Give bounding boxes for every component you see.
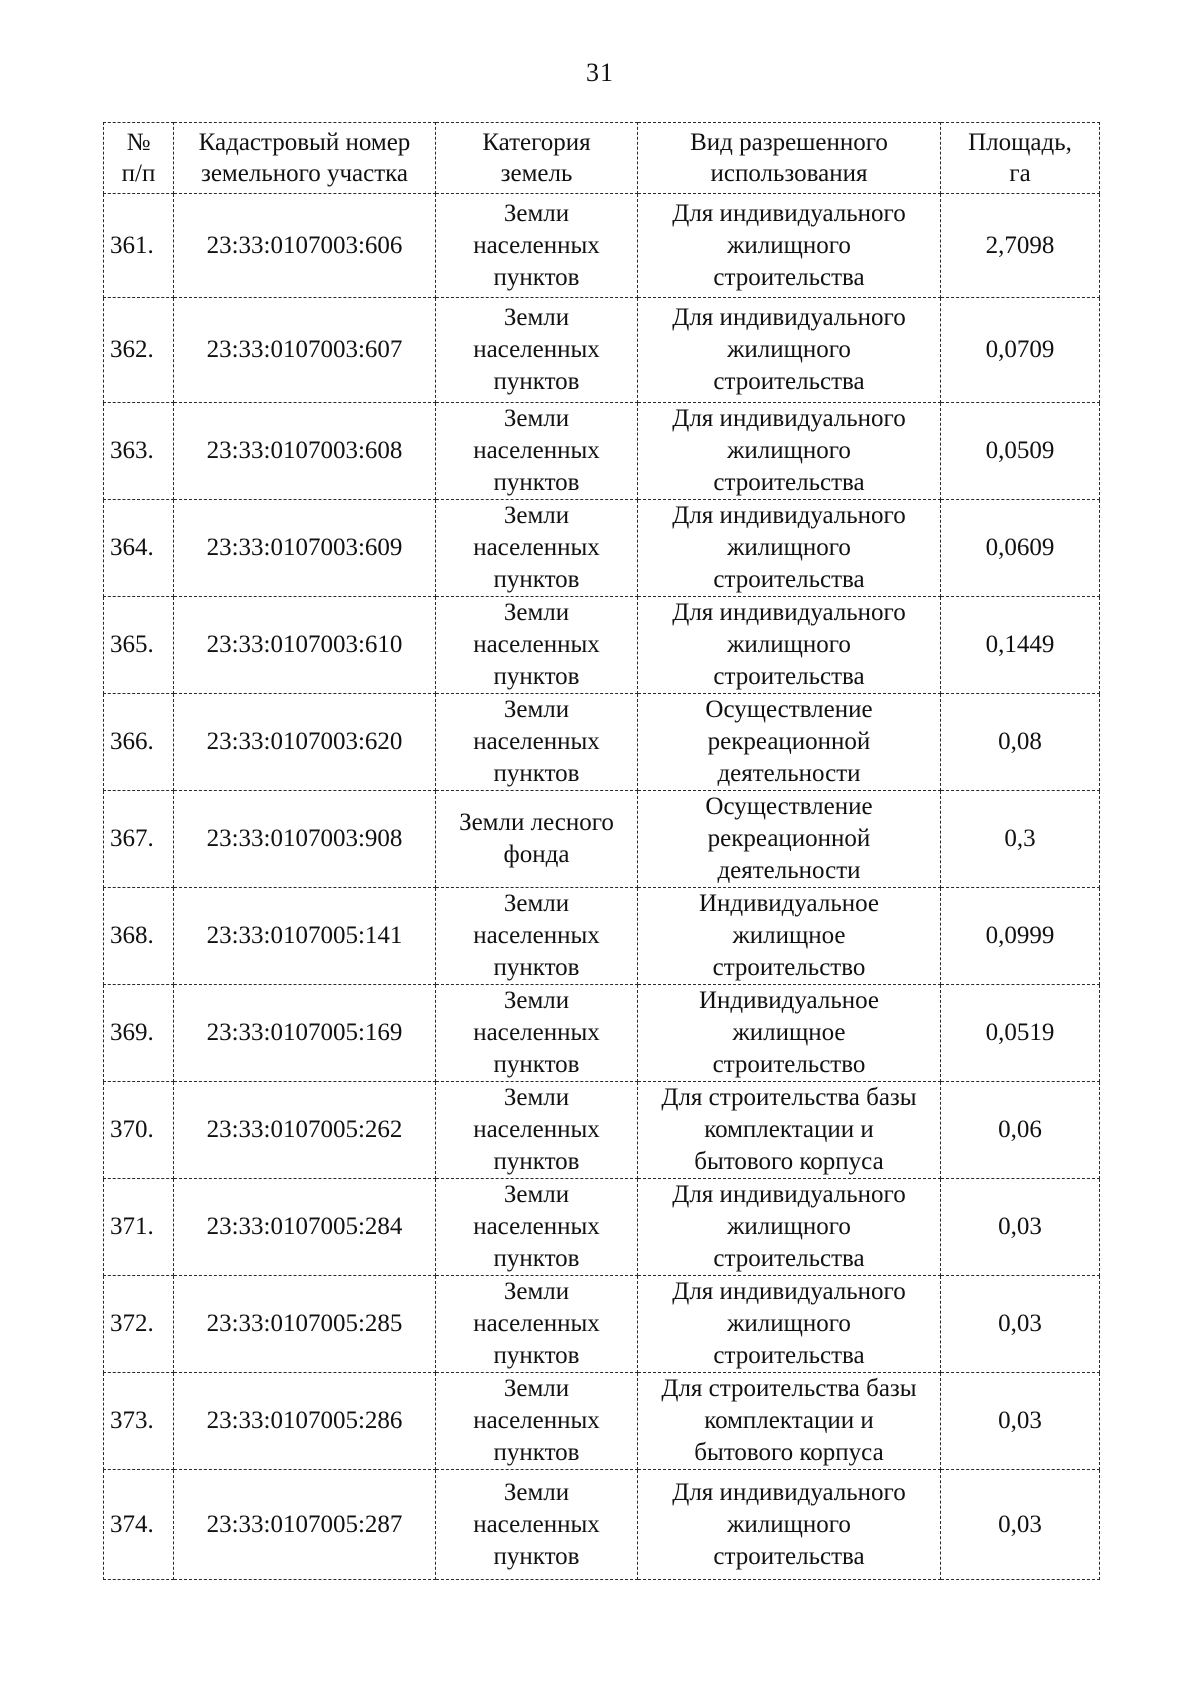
permitted-use: Для индивидуального жилищного строительства — [638, 1276, 941, 1373]
permitted-use: Для индивидуального жилищного строительства — [638, 1470, 941, 1580]
header-area: Площадь, га — [941, 123, 1100, 194]
land-category: Земли населенных пунктов — [436, 1179, 638, 1276]
row-number: 361. — [104, 194, 174, 298]
land-category: Земли населенных пунктов — [436, 1373, 638, 1470]
cadastral-number: 23:33:0107005:287 — [174, 1470, 436, 1580]
land-category: Земли населенных пунктов — [436, 985, 638, 1082]
land-category: Земли населенных пунктов — [436, 194, 638, 298]
row-number: 374. — [104, 1470, 174, 1580]
permitted-use: Для индивидуального жилищного строительства — [638, 500, 941, 597]
permitted-use: Для строительства базы комплектации и бытового корпуса — [638, 1373, 941, 1470]
land-category: Земли лесного фонда — [436, 791, 638, 888]
permitted-use: Индивидуальное жилищное строительство — [638, 888, 941, 985]
permitted-use: Для индивидуального жилищного строительства — [638, 403, 941, 500]
table-row — [104, 694, 1100, 791]
cadastral-number: 23:33:0107003:620 — [174, 694, 436, 791]
area-value: 0,0509 — [941, 403, 1100, 500]
table-row — [104, 791, 1100, 888]
area-value: 0,3 — [941, 791, 1100, 888]
header-num: № п/п — [104, 123, 174, 194]
row-number: 363. — [104, 403, 174, 500]
area-value: 0,1449 — [941, 597, 1100, 694]
cadastral-number: 23:33:0107005:284 — [174, 1179, 436, 1276]
table-row — [104, 298, 1100, 403]
table-header-row — [104, 123, 1100, 194]
area-value: 0,06 — [941, 1082, 1100, 1179]
row-number: 362. — [104, 298, 174, 403]
permitted-use: Для индивидуального жилищного строительства — [638, 597, 941, 694]
row-number: 364. — [104, 500, 174, 597]
area-value: 0,0999 — [941, 888, 1100, 985]
land-category: Земли населенных пунктов — [436, 597, 638, 694]
permitted-use: Осуществление рекреационной деятельности — [638, 694, 941, 791]
table-row — [104, 1373, 1100, 1470]
row-number: 367. — [104, 791, 174, 888]
cadastral-number: 23:33:0107003:908 — [174, 791, 436, 888]
land-category: Земли населенных пунктов — [436, 1276, 638, 1373]
table-row — [104, 194, 1100, 298]
area-value: 0,0519 — [941, 985, 1100, 1082]
cadastral-number: 23:33:0107005:262 — [174, 1082, 436, 1179]
table-row — [104, 888, 1100, 985]
area-value: 0,0709 — [941, 298, 1100, 403]
header-land-category: Категория земель — [436, 123, 638, 194]
permitted-use: Индивидуальное жилищное строительство — [638, 985, 941, 1082]
row-number: 369. — [104, 985, 174, 1082]
cadastral-number: 23:33:0107003:609 — [174, 500, 436, 597]
land-category: Земли населенных пунктов — [436, 888, 638, 985]
land-category: Земли населенных пунктов — [436, 298, 638, 403]
table-row — [104, 403, 1100, 500]
table-row — [104, 1082, 1100, 1179]
cadastral-number: 23:33:0107005:141 — [174, 888, 436, 985]
permitted-use: Для индивидуального жилищного строительства — [638, 194, 941, 298]
land-category: Земли населенных пунктов — [436, 694, 638, 791]
row-number: 365. — [104, 597, 174, 694]
permitted-use: Для индивидуального жилищного строительства — [638, 298, 941, 403]
permitted-use: Для индивидуального жилищного строительства — [638, 1179, 941, 1276]
cadastral-number: 23:33:0107005:286 — [174, 1373, 436, 1470]
land-category: Земли населенных пунктов — [436, 403, 638, 500]
table-body — [104, 194, 1100, 1580]
row-number: 371. — [104, 1179, 174, 1276]
permitted-use: Осуществление рекреационной деятельности — [638, 791, 941, 888]
cadastral-number: 23:33:0107005:285 — [174, 1276, 436, 1373]
cadastral-number: 23:33:0107003:610 — [174, 597, 436, 694]
area-value: 0,03 — [941, 1373, 1100, 1470]
land-category: Земли населенных пунктов — [436, 500, 638, 597]
row-number: 366. — [104, 694, 174, 791]
table-row — [104, 597, 1100, 694]
row-number: 373. — [104, 1373, 174, 1470]
table-row — [104, 1276, 1100, 1373]
area-value: 0,03 — [941, 1470, 1100, 1580]
row-number: 368. — [104, 888, 174, 985]
cadastral-number: 23:33:0107003:606 — [174, 194, 436, 298]
table-row — [104, 1470, 1100, 1580]
area-value: 0,03 — [941, 1179, 1100, 1276]
cadastral-number: 23:33:0107005:169 — [174, 985, 436, 1082]
land-category: Земли населенных пунктов — [436, 1470, 638, 1580]
area-value: 0,03 — [941, 1276, 1100, 1373]
area-value: 0,0609 — [941, 500, 1100, 597]
page-number: 31 — [586, 58, 614, 87]
row-number: 370. — [104, 1082, 174, 1179]
area-value: 2,7098 — [941, 194, 1100, 298]
cadastral-number: 23:33:0107003:607 — [174, 298, 436, 403]
table-row — [104, 500, 1100, 597]
header-permitted-use: Вид разрешенного использования — [638, 123, 941, 194]
table-row — [104, 985, 1100, 1082]
row-number: 372. — [104, 1276, 174, 1373]
area-value: 0,08 — [941, 694, 1100, 791]
land-category: Земли населенных пунктов — [436, 1082, 638, 1179]
land-plots-table — [103, 122, 1100, 1580]
header-cadastral-number: Кадастровый номер земельного участка — [174, 123, 436, 194]
permitted-use: Для строительства базы комплектации и бытового корпуса — [638, 1082, 941, 1179]
table-row — [104, 1179, 1100, 1276]
cadastral-number: 23:33:0107003:608 — [174, 403, 436, 500]
